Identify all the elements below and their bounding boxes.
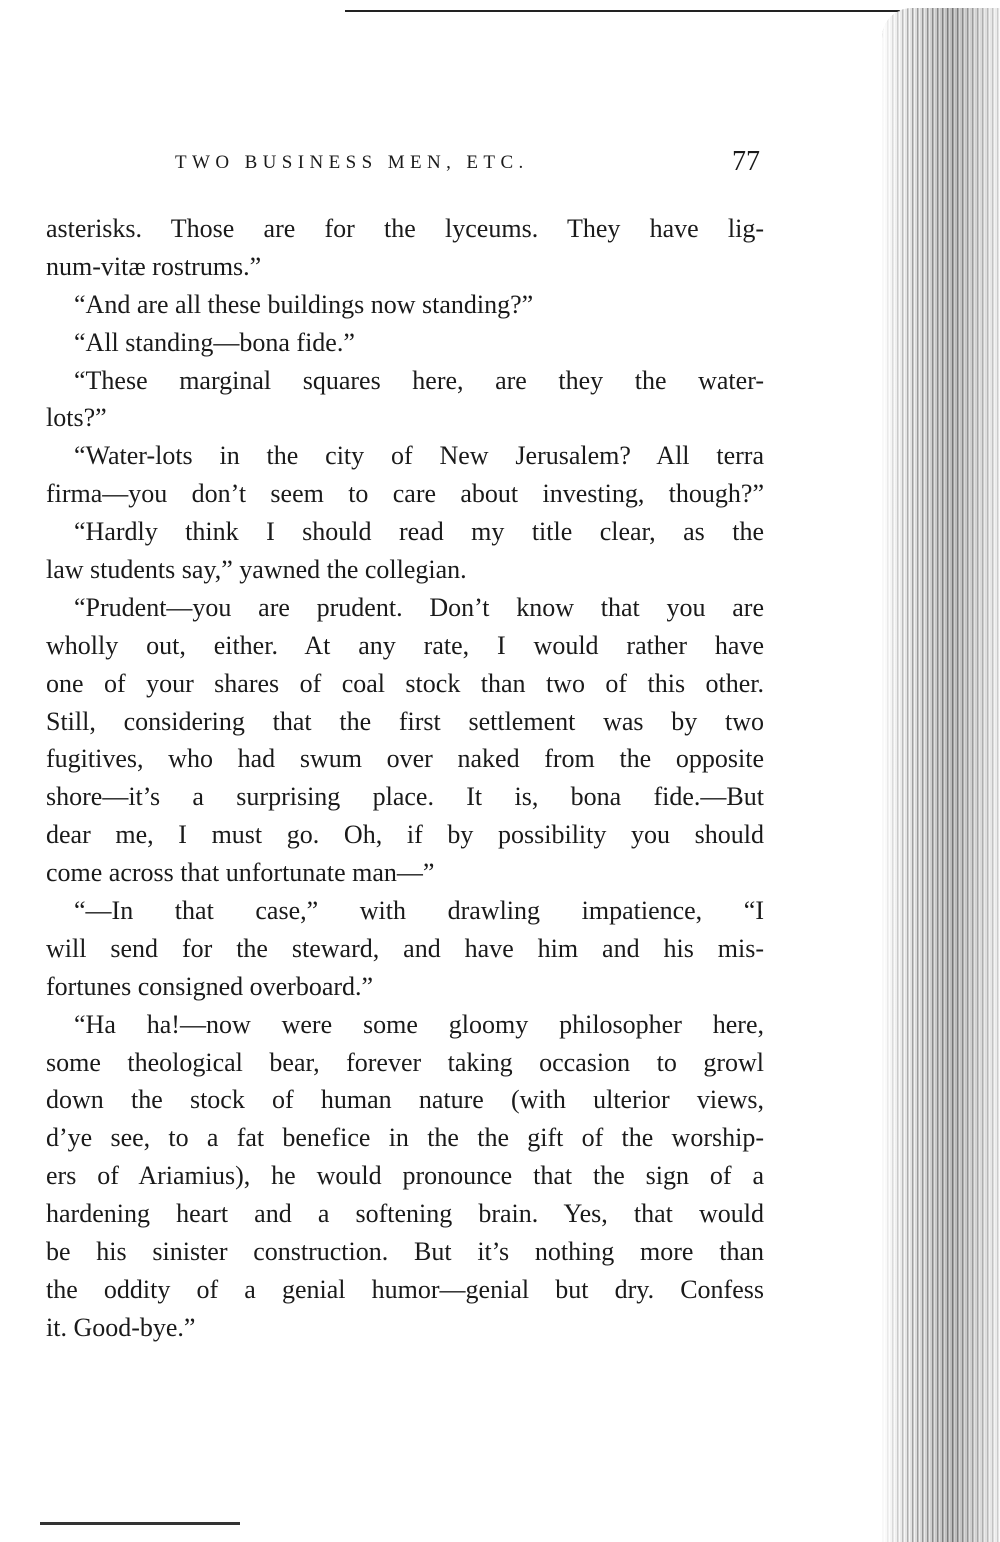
text-line: Still, considering that the first settlement was by two [46, 706, 764, 736]
text-line: one of your shares of coal stock than two of this other. [46, 668, 764, 698]
text-line: come across that unfortunate man—” [46, 858, 435, 888]
running-head: TWO BUSINESS MEN, ETC. [175, 152, 529, 173]
text-line: ers of Ariamius), he would pronounce that the sign of a [46, 1161, 764, 1191]
text-line: dear me, I must go. Oh, if by possibility you should [46, 820, 764, 850]
text-line: wholly out, either. At any rate, I would rather have [46, 630, 764, 660]
bottom-rule [40, 1522, 240, 1525]
page-header [175, 146, 765, 180]
page-number: 77 [732, 146, 760, 177]
text-line: “Ha ha!—now were some gloomy philosopher here, [74, 1009, 764, 1039]
text-line: the oddity of a genial humor—genial but dry. Confess [46, 1274, 764, 1304]
text-line: “Water-lots in the city of New Jerusalem? All terra [74, 441, 764, 471]
text-line: “These marginal squares here, are they the water- [74, 365, 764, 395]
text-line: d’ye see, to a fat benefice in the the gift of the worship- [46, 1123, 764, 1153]
text-line: “—In that case,” with drawling impatience, “I [74, 896, 764, 926]
text-line: “All standing—bona fide.” [74, 327, 355, 357]
text-line: fortunes consigned overboard.” [46, 971, 374, 1001]
text-line: asterisks. Those are for the lyceums. They have lig- [46, 214, 764, 243]
text-line: some theological bear, forever taking occasion to growl [46, 1047, 764, 1077]
text-line: law students say,” yawned the collegian. [46, 555, 467, 585]
text-line: fugitives, who had swum over naked from the opposite [46, 744, 764, 774]
page-edge-shade [882, 8, 1000, 1542]
text-line: num-vitæ rostrums.” [46, 251, 262, 281]
top-rule [345, 10, 900, 12]
text-line: firma—you don’t seem to care about investing, though?” [46, 479, 764, 509]
text-line: will send for the steward, and have him and his mis- [46, 933, 764, 963]
text-line: “Hardly think I should read my title clear, as the [74, 517, 764, 547]
text-line: hardening heart and a softening brain. Yes, that would [46, 1199, 764, 1229]
text-line: lots?” [46, 403, 107, 433]
text-line: “Prudent—you are prudent. Don’t know that you are [74, 592, 764, 622]
text-line: “And are all these buildings now standing?” [74, 289, 534, 319]
text-line: down the stock of human nature (with ulterior views, [46, 1085, 764, 1115]
text-line: shore—it’s a surprising place. It is, bona fide.—But [46, 782, 764, 812]
text-line: be his sinister construction. But it’s nothing more than [46, 1237, 764, 1267]
body-text [46, 210, 764, 1347]
text-line: it. Good-bye.” [46, 1312, 196, 1342]
